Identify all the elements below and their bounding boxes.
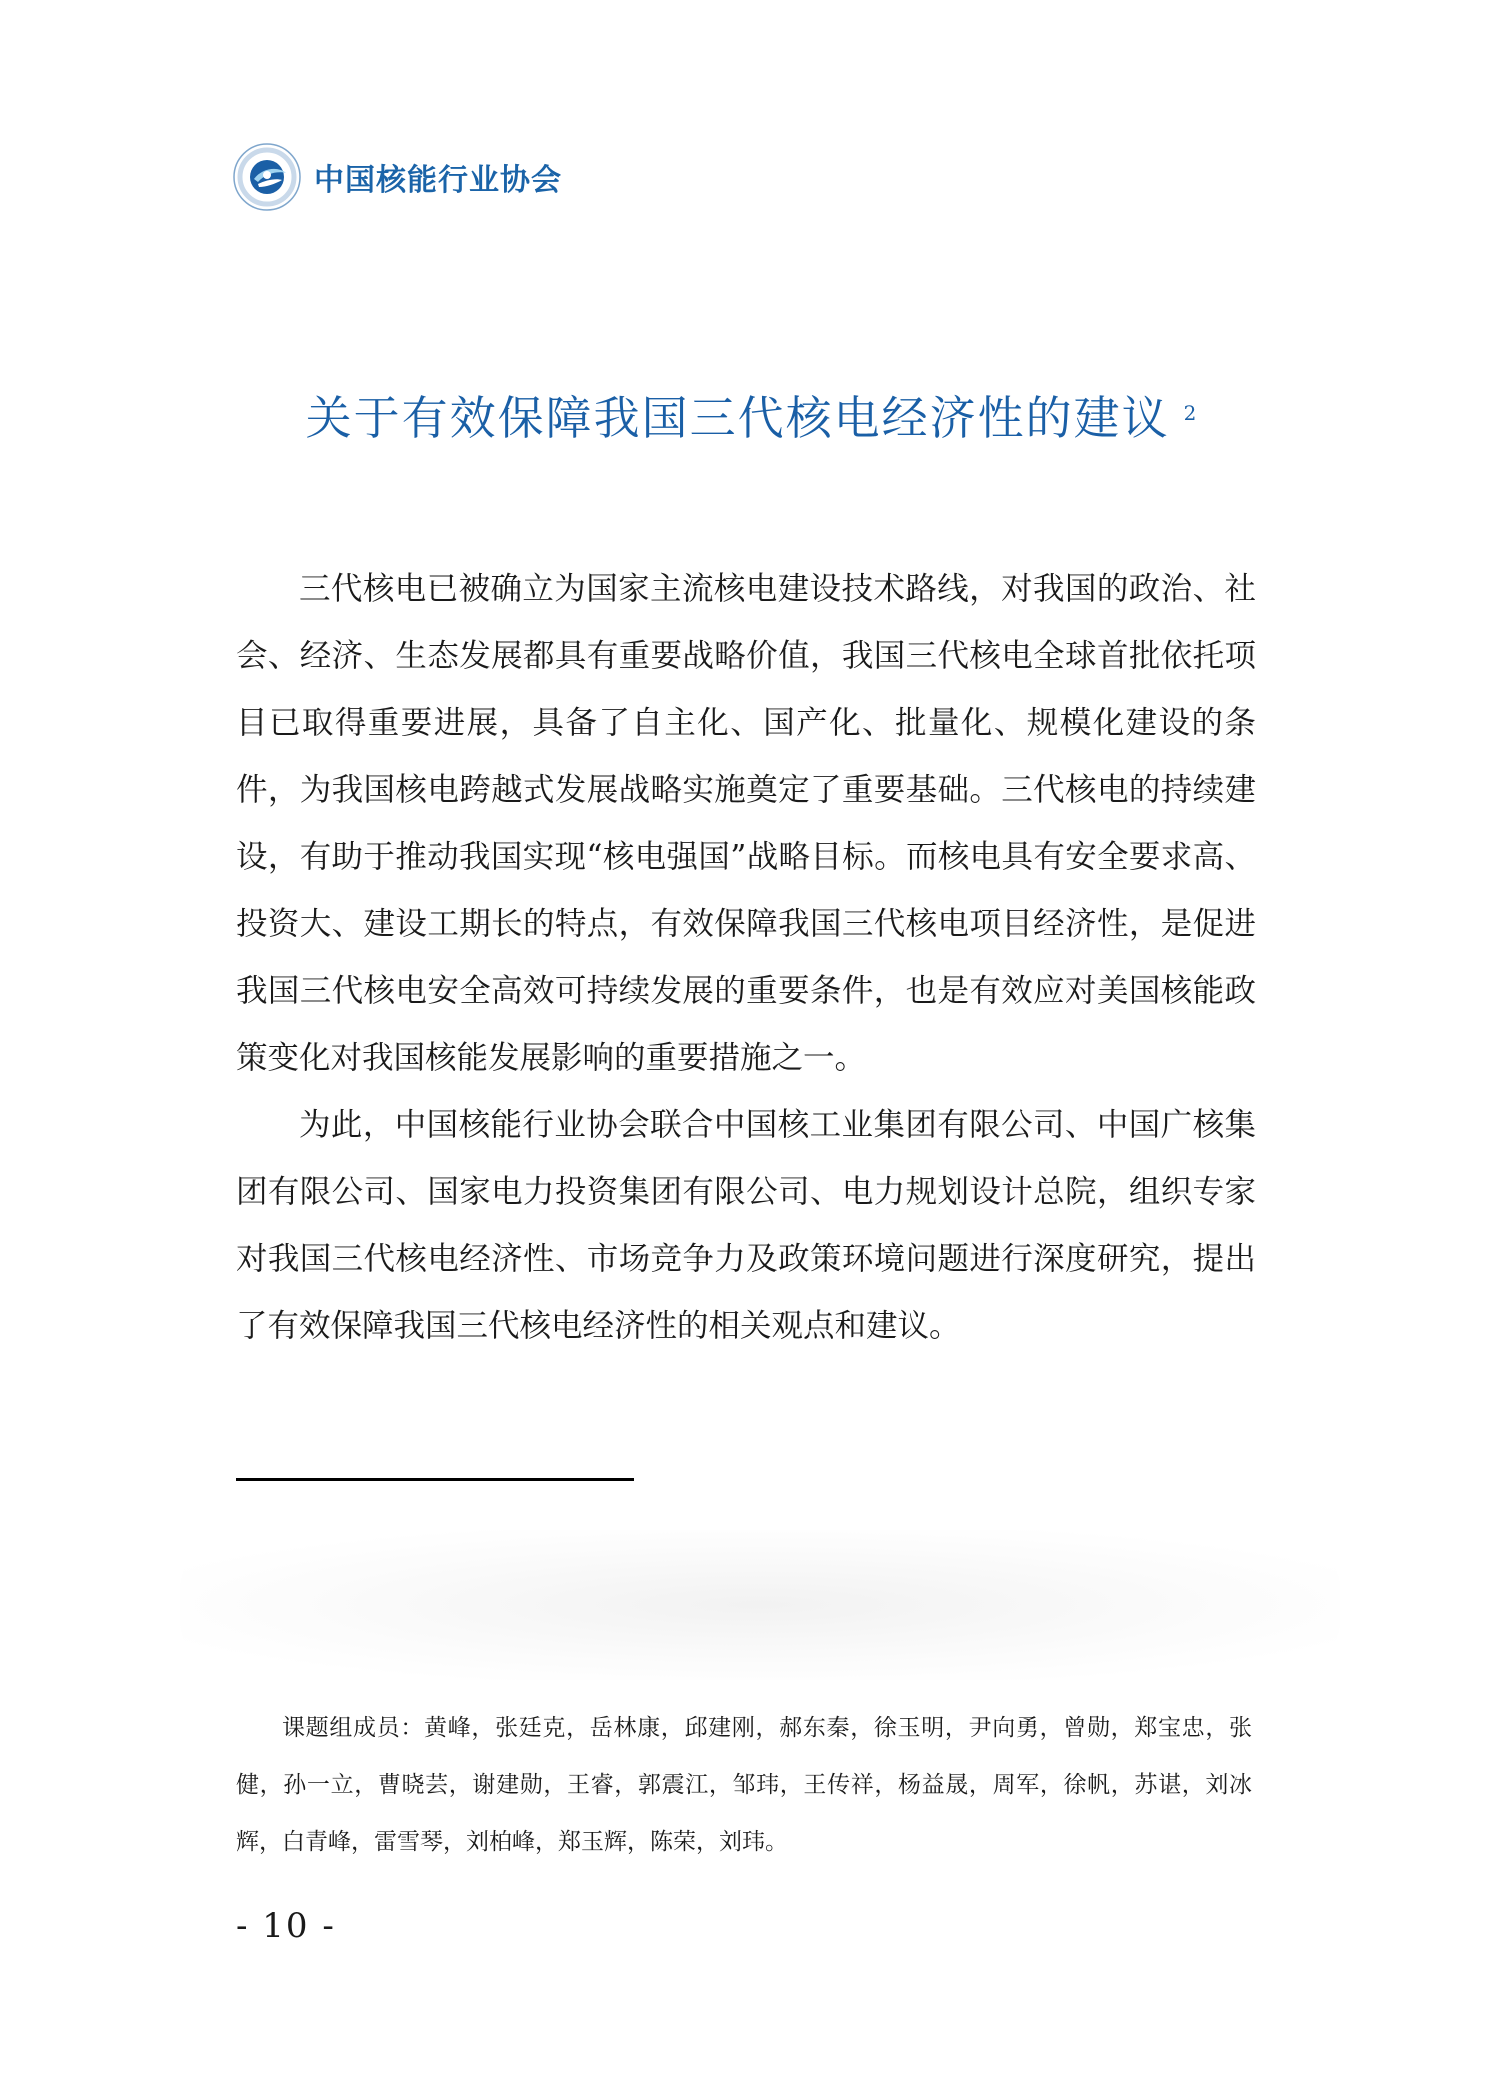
document-body <box>236 556 1256 1360</box>
title-text: 关于有效保障我国三代核电经济性的建议 <box>305 391 1170 445</box>
body-paragraph: 三代核电已被确立为国家主流核电建设技术路线，对我国的政治、社会、经济、生态发展都具有重要战略价值，我国三代核电全球首批依托项目已取得重要进展，具备了自主化、国产化、批量化、规模化建设的条件，为我国核电跨越式发展战略实施奠定了重要基础。三代核电的持续建设，有助于推动我国实现“核电强国”战略目标。而核电具有安全要求高、投资大、建设工期长的特点，有效保障我国三代核电项目经济性，是促进我国三代核电安全高效可持续发展的重要条件，也是有效应对美国核能政策变化对我国核能发展影响的重要措施之一。 <box>236 571 1256 1076</box>
footnote-text: 课题组成员：黄峰，张廷克，岳林康，邱建刚，郝东秦，徐玉明，尹向勇，曾勋，郑宝忠，张健，孙一立，曹晓芸，谢建勋，王睿，郭震江，邹玮，王传祥，杨益晟，周军，徐帆，苏谌，刘冰辉，白青峰，雷雪琴，刘柏峰，郑玉辉，陈荣，刘玮。 <box>236 1715 1252 1855</box>
organization-name: 中国核能行业协会 <box>314 163 562 198</box>
footnote-divider <box>236 1478 634 1481</box>
footnote <box>236 1700 1252 1871</box>
scan-smudge <box>180 1530 1340 1680</box>
document-header <box>232 142 562 212</box>
page-number: - 10 - <box>236 1906 336 1946</box>
document-title <box>0 382 1504 448</box>
association-logo-icon <box>232 142 302 212</box>
title-footnote-marker: 2 <box>1183 401 1199 425</box>
body-paragraph: 为此，中国核能行业协会联合中国核工业集团有限公司、中国广核集团有限公司、国家电力投资集团有限公司、电力规划设计总院，组织专家对我国三代核电经济性、市场竞争力及政策环境问题进行深度研究，提出了有效保障我国三代核电经济性的相关观点和建议。 <box>236 1107 1256 1344</box>
